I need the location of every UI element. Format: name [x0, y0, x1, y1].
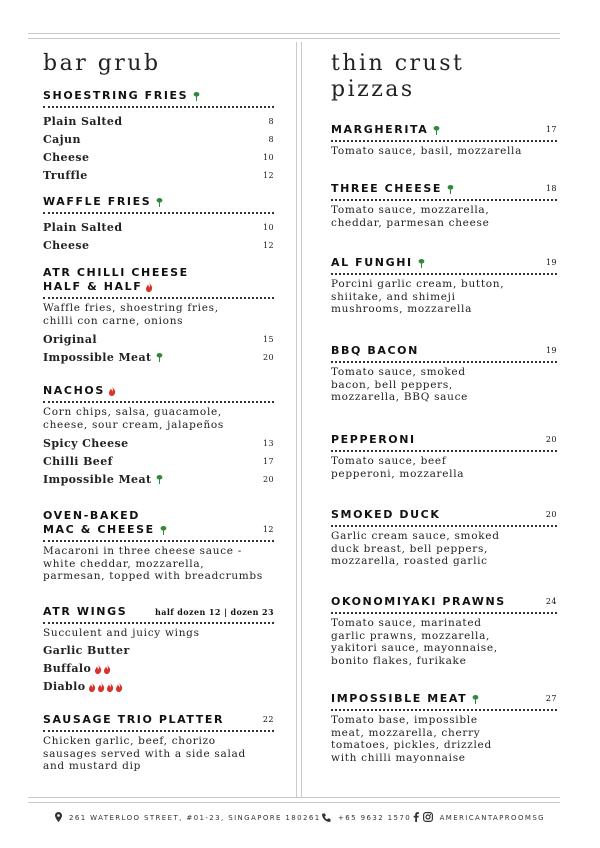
item-price: 17: [545, 125, 557, 134]
pizzas-title-line1: thin crust: [331, 51, 465, 76]
bar-grub-title: bar grub: [43, 51, 161, 76]
dotted-divider: [43, 106, 274, 108]
option-row: Truffle 12: [43, 168, 274, 182]
item-name: IMPOSSIBLE MEAT: [331, 692, 468, 705]
item-description: Corn chips, salsa, guacamole, cheese, sour cream, jalapeños: [43, 406, 225, 431]
item-name: AL FUNGHI: [331, 256, 413, 269]
item-price: 20: [545, 510, 557, 519]
chilli-icon: [97, 682, 105, 692]
chilli-icon: [88, 682, 96, 692]
option-row: Plain Salted 8: [43, 114, 274, 128]
veg-icon: [418, 259, 425, 268]
item-name: ATR WINGS: [43, 605, 128, 618]
pizza-three-cheese: [331, 182, 557, 229]
dotted-divider: [331, 525, 557, 527]
dotted-divider: [43, 297, 274, 299]
dotted-divider: [43, 540, 274, 542]
dotted-divider: [331, 273, 557, 275]
item-description: Macaroni in three cheese sauce - white cheddar, mozzarella, parmesan, topped with breadcrumbs: [43, 545, 263, 582]
item-price: 12: [262, 525, 274, 534]
option-row: Plain Salted 10: [43, 220, 274, 234]
option-row: Garlic Butter: [43, 644, 130, 657]
footer-phone: +65 9632 1570: [338, 814, 412, 822]
item-name-line2: HALF & HALF: [43, 280, 143, 293]
bottom-rule-second: [28, 802, 560, 803]
item-description: Succulent and juicy wings: [43, 627, 200, 639]
veg-icon: [433, 126, 440, 135]
dotted-divider: [331, 140, 557, 142]
item-description: Tomato sauce, marinated garlic prawns, mozzarella, yakitori sauce, mayonnaise, bonito flakes, furikake: [331, 617, 498, 667]
item-description: Tomato base, impossible meat, mozzarella, cherry tomatoes, pickles, drizzled with chilli mayonnaise: [331, 714, 492, 764]
item-name: WAFFLE FRIES: [43, 195, 152, 208]
item-price: 18: [545, 184, 557, 193]
column-divider-right: [301, 42, 302, 797]
menu-item-atr-chilli-cheese: [43, 266, 274, 366]
location-pin-icon: [55, 812, 62, 824]
item-description: Tomato sauce, basil, mozzarella: [331, 145, 523, 157]
item-price: 19: [545, 258, 557, 267]
veg-icon: [193, 92, 200, 101]
chilli-icon: [145, 282, 153, 292]
phone-icon: [322, 813, 331, 824]
menu-item-waffle-fries: [43, 195, 274, 254]
option-row: Impossible Meat 20: [43, 350, 274, 364]
option-row: Chilli Beef 17: [43, 454, 274, 468]
item-price: 27: [545, 694, 557, 703]
pizza-pepperoni: [331, 433, 557, 480]
item-description: Waffle fries, shoestring fries, chilli con carne, onions: [43, 302, 219, 327]
item-price: 19: [545, 346, 557, 355]
menu-item-sausage-trio: [43, 713, 274, 773]
veg-icon: [472, 695, 479, 704]
dotted-divider: [43, 212, 274, 214]
top-rule: [28, 33, 560, 34]
item-name: OVEN-BAKED: [43, 509, 140, 522]
option-row: Cajun 8: [43, 132, 274, 146]
top-rule-second: [28, 38, 560, 39]
item-description: Tomato sauce, smoked bacon, bell peppers, mozzarella, BBQ sauce: [331, 366, 469, 403]
menu-item-atr-wings: [43, 605, 274, 696]
item-name: SAUSAGE TRIO PLATTER: [43, 713, 225, 726]
item-price: 22: [262, 715, 274, 724]
pizza-okonomiyaki-prawns: [331, 595, 557, 667]
option-row: Spicy Cheese 13: [43, 436, 274, 450]
item-name: THREE CHEESE: [331, 182, 442, 195]
instagram-icon[interactable]: [423, 812, 433, 824]
pizza-smoked-duck: [331, 508, 557, 568]
veg-icon: [447, 185, 454, 194]
dotted-divider: [43, 730, 274, 732]
bottom-rule: [28, 797, 560, 798]
item-name: SHOESTRING FRIES: [43, 89, 189, 102]
veg-icon: [156, 475, 163, 484]
item-description: Tomato sauce, mozzarella, cheddar, parmesan cheese: [331, 204, 490, 229]
pizza-impossible-meat: [331, 692, 557, 764]
veg-icon: [160, 526, 167, 535]
dotted-divider: [331, 199, 557, 201]
dotted-divider: [43, 622, 274, 624]
item-name: NACHOS: [43, 384, 105, 397]
option-row: Diablo: [43, 678, 274, 696]
pizzas-title: [331, 51, 464, 103]
item-name-line2: MAC & CHEESE: [43, 523, 155, 536]
item-name: OKONOMIYAKI PRAWNS: [331, 595, 506, 608]
pizzas-title-line2: pizzas: [331, 77, 415, 102]
footer-social-handle[interactable]: AMERICANTAPROOMSG: [439, 814, 545, 822]
menu-item-mac-and-cheese: [43, 509, 274, 583]
dotted-divider: [331, 612, 557, 614]
veg-icon: [156, 198, 163, 207]
option-row: Impossible Meat 20: [43, 472, 274, 486]
veg-icon: [156, 353, 163, 362]
item-name: PEPPERONI: [331, 433, 416, 446]
chilli-icon: [115, 682, 123, 692]
footer-address: 261 WATERLOO STREET, #01-23, SINGAPORE 180261: [69, 814, 321, 822]
item-name: ATR CHILLI CHEESE: [43, 266, 189, 279]
chilli-icon: [106, 682, 114, 692]
pizza-al-funghi: [331, 256, 557, 316]
footer: [55, 811, 545, 825]
item-name: MARGHERITA: [331, 123, 429, 136]
pizza-bbq-bacon: [331, 344, 557, 404]
option-row: Cheese 12: [43, 238, 274, 252]
dotted-divider: [331, 450, 557, 452]
dotted-divider: [331, 361, 557, 363]
pizza-margherita: [331, 123, 557, 158]
dotted-divider: [331, 709, 557, 711]
chilli-icon: [108, 386, 116, 396]
dotted-divider: [43, 401, 274, 403]
item-description: Chicken garlic, beef, chorizo sausages served with a side salad and mustard dip: [43, 735, 246, 772]
option-row: Original 15: [43, 332, 274, 346]
item-price: 20: [545, 435, 557, 444]
item-name: SMOKED DUCK: [331, 508, 441, 521]
wings-pricing-note: half dozen 12 | dozen 23: [155, 607, 274, 617]
option-row: Buffalo: [43, 660, 274, 678]
menu-item-shoestring-fries: [43, 89, 274, 184]
chilli-icon: [94, 664, 102, 674]
item-price: 24: [545, 597, 557, 606]
menu-item-nachos: [43, 384, 274, 488]
item-description: Garlic cream sauce, smoked duck breast, bell peppers, mozzarella, roasted garlic: [331, 530, 500, 567]
item-description: Tomato sauce, beef pepperoni, mozzarella: [331, 455, 465, 480]
column-divider-left: [296, 42, 297, 797]
chilli-icon: [103, 664, 111, 674]
facebook-icon[interactable]: [413, 812, 419, 824]
item-name: BBQ BACON: [331, 344, 419, 357]
item-description: Porcini garlic cream, button, shiitake, and shimeji mushrooms, mozzarella: [331, 278, 505, 315]
option-row: Cheese 10: [43, 150, 274, 164]
